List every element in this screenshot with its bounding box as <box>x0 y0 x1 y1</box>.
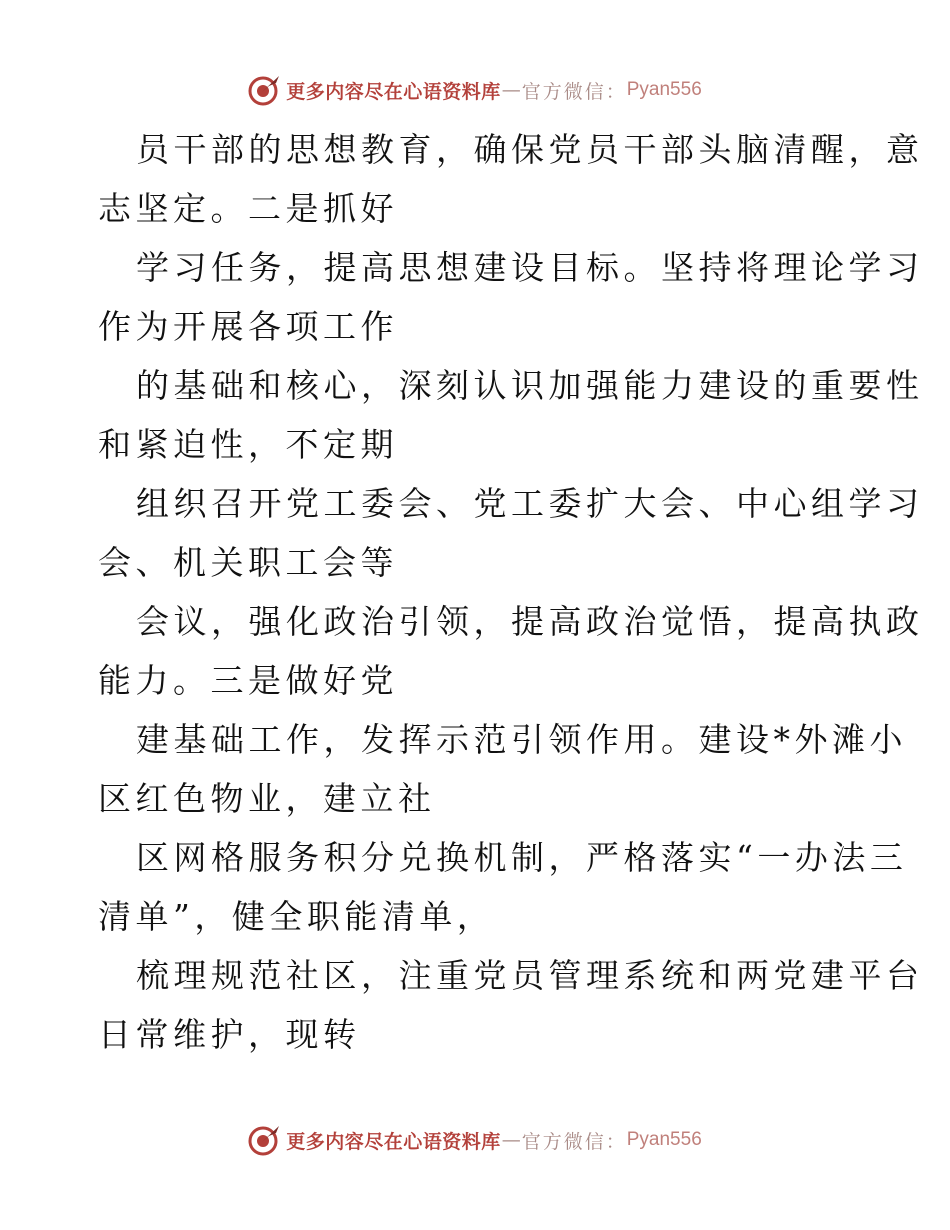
header-watermark-banner <box>0 70 950 110</box>
promo-text: 更多内容尽在心语资料库 <box>286 80 501 103</box>
wechat-label: 官方微信： <box>521 1130 627 1153</box>
body-line: 清单”，健全职能清单， <box>98 897 495 936</box>
body-line: 能力。三是做好党 <box>98 661 398 700</box>
promo-text: 更多内容尽在心语资料库 <box>286 1130 501 1153</box>
body-line: 梳理规范社区，注重党员管理系统和两党建平台 <box>136 956 924 995</box>
footer-watermark-banner <box>0 1120 950 1160</box>
banner-dash: — <box>501 79 521 101</box>
body-line: 区红色物业，建立社 <box>98 779 436 818</box>
wechat-account: Pyan556 <box>626 79 702 100</box>
banner-dash: — <box>501 1129 521 1151</box>
body-line: 作为开展各项工作 <box>98 307 398 346</box>
quill-logo-icon <box>248 1123 282 1157</box>
body-line: 志坚定。二是抓好 <box>98 189 398 228</box>
body-line: 的基础和核心，深刻认识加强能力建设的重要性 <box>136 366 924 405</box>
body-line: 建基础工作，发挥示范引领作用。建设*外滩小 <box>136 720 907 759</box>
body-line: 员干部的思想教育，确保党员干部头脑清醒，意 <box>136 130 924 169</box>
body-line: 会议，强化政治引领，提高政治觉悟，提高执政 <box>136 602 924 641</box>
wechat-label: 官方微信： <box>521 80 627 103</box>
wechat-account: Pyan556 <box>626 1129 702 1150</box>
document-body <box>98 120 924 1064</box>
body-line: 组织召开党工委会、党工委扩大会、中心组学习 <box>136 484 924 523</box>
body-line: 学习任务，提高思想建设目标。坚持将理论学习 <box>136 248 924 287</box>
quill-logo-icon <box>248 73 282 107</box>
body-line: 和紧迫性，不定期 <box>98 425 398 464</box>
body-line: 会、机关职工会等 <box>98 543 398 582</box>
body-line: 日常维护，现转 <box>98 1015 361 1054</box>
body-line: 区网格服务积分兑换机制，严格落实“一办法三 <box>136 838 908 877</box>
